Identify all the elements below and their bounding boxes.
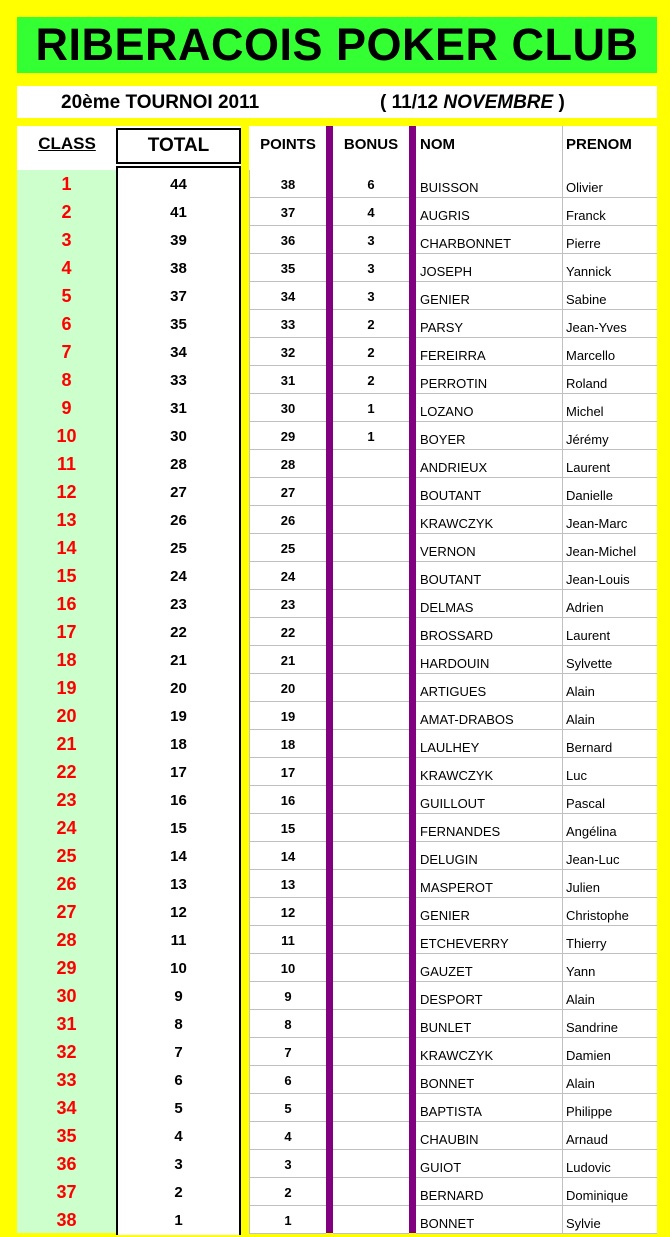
bonus-cell [333,898,409,926]
total-cell: 9 [174,987,183,1005]
header-bonus: BONUS [343,135,399,153]
bonus-cell [333,702,409,730]
class-cell: 7 [61,341,72,362]
points-cell: 23 [280,596,296,612]
prenom-cell: Alain [566,683,595,699]
nom-cell: FEREIRRA [420,347,486,363]
class-cell: 37 [56,1181,77,1202]
nom-cell: CHAUBIN [420,1131,479,1147]
prenom-cell: Thierry [566,935,607,951]
nom-cell: DESPORT [420,991,483,1007]
class-cell: 12 [56,481,77,502]
header-total: TOTAL [116,128,241,164]
class-cell: 14 [56,537,77,558]
class-cell: 9 [61,397,72,418]
points-cell: 20 [280,680,296,696]
table-row [17,898,657,926]
nom-cell: KRAWCZYK [420,515,494,531]
class-cell: 11 [56,453,77,474]
class-cell: 5 [61,285,72,306]
total-cell: 17 [170,763,187,781]
class-cell: 36 [56,1153,77,1174]
bonus-cell: 2 [367,344,375,360]
bonus-cell [333,618,409,646]
bonus-cell: 4 [367,204,375,220]
bonus-cell [333,1150,409,1178]
class-cell: 29 [56,957,77,978]
total-cell: 22 [170,623,187,641]
prenom-cell: Sabine [566,291,607,307]
header-nom: NOM [420,135,455,153]
table-row [17,1150,657,1178]
nom-cell: BOUTANT [420,487,482,503]
bonus-cell [333,646,409,674]
bonus-cell [333,842,409,870]
table-row [17,450,657,478]
bonus-cell: 1 [367,428,375,444]
prenom-cell: Laurent [566,459,611,475]
class-cell: 15 [56,565,77,586]
total-cell: 6 [174,1071,183,1089]
prenom-cell: Alain [566,711,595,727]
header-prenom: PRENOM [566,135,632,153]
points-cell: 22 [280,624,296,640]
total-cell: 41 [170,203,187,221]
class-cell: 17 [56,621,77,642]
prenom-cell: Michel [566,403,604,419]
total-cell: 31 [170,399,187,417]
date-prefix: ( 11/12 [380,92,444,113]
table-row [17,1094,657,1122]
class-cell: 13 [56,509,77,530]
bonus-cell: 2 [367,316,375,332]
points-cell: 8 [284,1016,292,1032]
points-cell: 30 [280,400,296,416]
class-cell: 26 [56,873,77,894]
total-cell: 12 [170,903,187,921]
row-divider [416,1233,657,1234]
prenom-cell: Marcello [566,347,616,363]
prenom-cell: Philippe [566,1103,613,1119]
bonus-cell [333,674,409,702]
table-row [17,702,657,730]
nom-cell: HARDOUIN [420,655,490,671]
prenom-cell: Jean-Michel [566,543,637,559]
bonus-cell [333,590,409,618]
prenom-cell: Laurent [566,627,611,643]
table-row [17,422,657,450]
nom-cell: MASPEROT [420,879,493,895]
total-cell: 20 [170,679,187,697]
total-cell: 3 [174,1155,183,1173]
prenom-cell: Sandrine [566,1019,619,1035]
table-row [17,674,657,702]
prenom-cell: Dominique [566,1187,629,1203]
total-cell: 15 [170,819,187,837]
points-cell: 34 [280,288,296,304]
class-cell: 8 [61,369,72,390]
points-cell: 2 [284,1184,292,1200]
class-cell: 1 [61,173,72,194]
prenom-cell: Arnaud [566,1131,608,1147]
class-cell: 3 [61,229,72,250]
total-cell: 24 [170,567,187,585]
points-cell: 12 [280,904,296,920]
points-cell: 38 [280,176,296,192]
class-cell: 20 [56,705,77,726]
prenom-cell: Alain [566,991,595,1007]
table-row [17,1038,657,1066]
class-cell: 16 [56,593,77,614]
row-divider [333,1233,409,1234]
bonus-cell [333,1038,409,1066]
bonus-cell: 1 [367,400,375,416]
total-cell: 34 [170,343,187,361]
nom-cell: BUNLET [420,1019,472,1035]
prenom-cell: Olivier [566,179,603,195]
total-cell: 37 [170,287,187,305]
nom-cell: AUGRIS [420,207,470,223]
tournament-label: 20ème TOURNOI 2011 [61,92,260,113]
total-cell: 19 [170,707,187,725]
bonus-cell [333,730,409,758]
date-month: NOVEMBRE [443,92,554,113]
total-cell: 13 [170,875,187,893]
prenom-cell: Sylvie [566,1215,601,1231]
bonus-cell: 3 [367,288,375,304]
total-cell: 44 [170,175,187,193]
prenom-cell: Jean-Yves [566,319,627,335]
total-cell: 10 [170,959,187,977]
nom-cell: LAULHEY [420,739,480,755]
total-cell: 23 [170,595,187,613]
total-cell: 35 [170,315,187,333]
table-row [17,954,657,982]
points-cell: 31 [280,372,296,388]
points-cell: 33 [280,316,296,332]
points-cell: 16 [280,792,296,808]
nom-cell: GUILLOUT [420,795,486,811]
total-cell: 21 [170,651,187,669]
table-row [17,170,657,198]
class-cell: 21 [56,733,77,754]
bonus-cell [333,814,409,842]
table-row [17,870,657,898]
total-cell: 27 [170,483,187,501]
total-cell: 5 [174,1099,183,1117]
table-row [17,842,657,870]
bonus-cell [333,534,409,562]
bonus-cell [333,450,409,478]
table-row [17,618,657,646]
table-row [17,1066,657,1094]
nom-cell: BERNARD [420,1187,484,1203]
table-row [17,366,657,394]
prenom-cell: Sylvette [566,655,613,671]
bonus-cell: 3 [367,232,375,248]
prenom-cell: Pascal [566,795,606,811]
bonus-cell [333,1206,409,1234]
title-banner [17,17,657,73]
table-row [17,590,657,618]
total-cell: 8 [174,1015,183,1033]
points-cell: 3 [284,1156,292,1172]
table-row [17,730,657,758]
nom-cell: BOUTANT [420,571,482,587]
bonus-cell [333,1066,409,1094]
header-points: POINTS [260,135,316,153]
table-row [17,198,657,226]
table-row [17,478,657,506]
tournament-date [380,92,565,114]
subtitle-banner [17,86,657,118]
prenom-cell: Jean-Marc [566,515,628,531]
prenom-cell: Danielle [566,487,613,503]
total-cell: 11 [170,931,187,949]
nom-cell: BONNET [420,1215,475,1231]
points-cell: 9 [284,988,292,1004]
points-cell: 21 [280,652,296,668]
bonus-cell [333,478,409,506]
class-cell: 33 [56,1069,77,1090]
table-row [17,506,657,534]
prenom-cell: Jean-Louis [566,571,630,587]
points-cell: 5 [284,1100,292,1116]
nom-cell: PERROTIN [420,375,488,391]
bonus-cell [333,954,409,982]
prenom-cell: Adrien [566,599,604,615]
nom-cell: JOSEPH [420,263,473,279]
points-cell: 17 [280,764,296,780]
bonus-cell [333,982,409,1010]
points-cell: 13 [280,876,296,892]
table-row [17,394,657,422]
points-cell: 10 [280,960,296,976]
nom-cell: KRAWCZYK [420,1047,494,1063]
class-cell: 32 [56,1041,77,1062]
class-cell: 28 [56,929,77,950]
nom-cell: VERNON [420,543,476,559]
total-cell: 16 [170,791,187,809]
points-cell: 28 [280,456,296,472]
class-cell: 19 [56,677,77,698]
table-row [17,562,657,590]
points-cell: 6 [284,1072,292,1088]
bonus-cell [333,786,409,814]
class-cell: 24 [56,817,77,838]
class-cell: 35 [56,1125,77,1146]
bonus-cell [333,758,409,786]
points-cell: 7 [284,1044,292,1060]
nom-cell: BROSSARD [420,627,493,643]
nom-cell: BOYER [420,431,466,447]
page-title: RIBERACOIS POKER CLUB [35,19,639,70]
bonus-cell [333,926,409,954]
table-row [17,982,657,1010]
header-class: CLASS [38,134,96,153]
total-cell: 7 [174,1043,183,1061]
prenom-cell: Christophe [566,907,629,923]
points-cell: 24 [280,568,296,584]
bonus-cell: 3 [367,260,375,276]
total-cell: 30 [170,427,187,445]
total-cell: 14 [170,847,187,865]
prenom-cell: Alain [566,1075,595,1091]
points-cell: 36 [280,232,296,248]
total-cell: 1 [174,1211,183,1229]
nom-cell: BAPTISTA [420,1103,482,1119]
nom-cell: BONNET [420,1075,475,1091]
date-suffix: ) [553,92,565,113]
points-cell: 32 [280,344,296,360]
nom-cell: AMAT-DRABOS [420,711,514,727]
table-row [17,646,657,674]
class-cell: 4 [61,257,72,278]
table-row [17,758,657,786]
bonus-cell [333,870,409,898]
nom-cell: KRAWCZYK [420,767,494,783]
bonus-cell [333,506,409,534]
prenom-cell: Pierre [566,235,601,251]
nom-cell: CHARBONNET [420,235,512,251]
class-cell: 2 [61,201,72,222]
table-row [17,310,657,338]
nom-cell: LOZANO [420,403,474,419]
nom-cell: DELMAS [420,599,474,615]
nom-cell: PARSY [420,319,464,335]
class-cell: 25 [56,845,77,866]
nom-cell: DELUGIN [420,851,478,867]
total-cell: 25 [170,539,187,557]
points-cell: 14 [280,848,296,864]
prenom-cell: Franck [566,207,606,223]
points-cell: 4 [284,1128,292,1144]
nom-cell: GENIER [420,291,470,307]
nom-cell: ANDRIEUX [420,459,488,475]
table-row [17,1122,657,1150]
total-cell: 26 [170,511,187,529]
class-cell: 27 [56,901,77,922]
table-row [17,926,657,954]
total-cell: 18 [170,735,187,753]
bonus-cell [333,1094,409,1122]
nom-cell: GENIER [420,907,470,923]
prenom-cell: Damien [566,1047,611,1063]
bonus-cell: 6 [367,176,375,192]
table-row [17,1206,657,1234]
prenom-cell: Jean-Luc [566,851,620,867]
bonus-cell: 2 [367,372,375,388]
class-cell: 6 [61,313,72,334]
table-row [17,254,657,282]
prenom-cell: Julien [566,879,600,895]
points-cell: 11 [281,932,295,948]
table-row [17,814,657,842]
class-cell: 38 [56,1209,77,1230]
class-cell: 10 [56,425,77,446]
class-cell: 23 [56,789,77,810]
bonus-cell [333,1122,409,1150]
total-cell: 4 [174,1127,183,1145]
prenom-cell: Ludovic [566,1159,611,1175]
bonus-cell [333,562,409,590]
prenom-cell: Yannick [566,263,612,279]
total-cell: 28 [170,455,187,473]
prenom-cell: Luc [566,767,587,783]
class-cell: 30 [56,985,77,1006]
table-row [17,226,657,254]
prenom-cell: Roland [566,375,608,391]
points-cell: 27 [280,484,296,500]
points-cell: 18 [280,736,296,752]
total-cell: 39 [170,231,187,249]
table-row [17,1178,657,1206]
nom-cell: BUISSON [420,179,479,195]
prenom-cell: Yann [566,963,596,979]
points-cell: 29 [280,428,296,444]
prenom-cell: Bernard [566,739,613,755]
nom-cell: GAUZET [420,963,473,979]
nom-cell: ARTIGUES [420,683,487,699]
class-cell: 22 [56,761,77,782]
total-cell: 33 [170,371,187,389]
points-cell: 26 [280,512,296,528]
nom-cell: ETCHEVERRY [420,935,509,951]
table-row [17,282,657,310]
class-cell: 34 [56,1097,77,1118]
table-row [17,786,657,814]
nom-cell: FERNANDES [420,823,501,839]
bonus-cell [333,1178,409,1206]
nom-cell: GUIOT [420,1159,462,1175]
points-cell: 35 [280,260,296,276]
table-row [17,534,657,562]
bonus-cell [333,1010,409,1038]
class-cell: 18 [56,649,77,670]
points-cell: 19 [280,708,296,724]
points-cell: 15 [280,820,296,836]
prenom-cell: Angélina [566,823,617,839]
total-cell: 38 [170,259,187,277]
class-cell: 31 [56,1013,77,1034]
table-row [17,1010,657,1038]
points-cell: 37 [280,204,296,220]
points-cell: 25 [280,540,296,556]
row-divider [249,1233,326,1234]
table-row [17,338,657,366]
prenom-cell: Jérémy [566,431,609,447]
total-cell: 2 [174,1183,183,1201]
points-cell: 1 [284,1212,292,1228]
